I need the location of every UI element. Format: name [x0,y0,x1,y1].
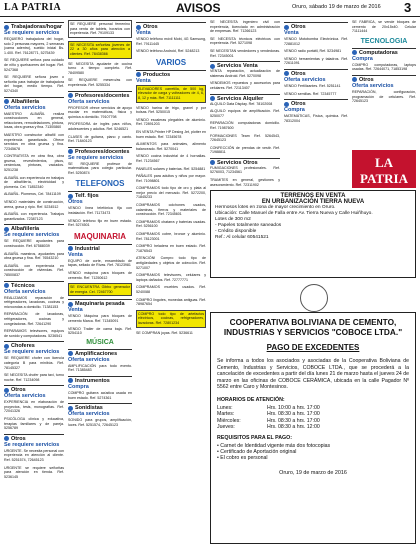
classified-ad: COMPRO heladera en buen estado. Ref. 71876543 [136,244,206,253]
category-header: Otros [284,22,348,30]
bullet-icon [210,96,215,101]
highlighted-ad: COMPRO todo tipo de artefactos eléctricos, cocinas, refrigeradores, lavadoras. Ref. 72801234 [136,310,206,328]
bullet-icon [68,351,73,356]
category-subheader: Se requiere servicios [68,154,124,161]
category-subheader: Oferta servicios [352,82,394,89]
section-heading-telefonos: TELEFONOS [75,179,125,189]
category-header: Instrumentos [68,376,132,384]
requirement-item: • Carnet de Identidad vigente más dos fotocopias [217,442,331,449]
classified-ad: CONTRATISTA en obra fina, obra gruesa, revestimientos, pisos, cerámicas, pinturas, vaciados. 5251238 [4,154,64,173]
terrenos-line: Ref.: Al celular 60541521 [215,235,269,240]
section-title: AVISOS [176,1,221,15]
classified-ad: CONFECCIÓN de prendas de vestir. Ref. 71988811 [210,145,280,155]
bullet-icon [210,64,215,69]
column-3 [136,20,206,544]
classified-ad: SE NECESITA chofer para taxi, turno noche. Ref. 71234098 [4,373,64,382]
classified-ad: FORMACIONES Team Ref. 5264543, 72645123 [210,133,280,143]
bullet-icon [68,93,73,98]
terrenos-line: Ubicación: Calle Manuel de Falla entre Av. Tierra Nueva y Calle Huiñhuyo. [215,211,373,216]
category-header: Trabajadoras/hogar [4,22,64,30]
classified-ad: ALIMENTOS para animales, alimento balanceado. Ref. 5270041 [136,142,206,151]
classified-ad: COMPRO computadoras, laptops usadas. Ref. 72644071, 71853198 [352,62,416,72]
category-header: Computadoras [352,48,416,56]
classified-ad: ALBAÑIL con experiencia. Trabajos garantizados. 72387123 [4,212,64,221]
classified-ad: PROFESORA de inglés para niños, adolescentes y adultos. Ref. 5246521 [68,122,132,131]
terrenos-line: - Papeles totalmente saneados [215,223,282,228]
classified-ad: COMPRO guitarra acústica usada en buen estado. Ref. 5274361 [68,390,132,400]
classified-ad: REPARACIÓN computadoras domicilio. Ref. 71987600 [210,121,280,130]
classified-ad: SE REQUIERE profesor de matemáticas para colegio particular. Ref. 5250874 [68,161,132,175]
bullet-icon [136,25,141,30]
coboce-notice [210,312,416,544]
classified-ad: SE NECESITAN vendedores y vendedoras. Ref. 72345001 [210,48,280,58]
classified-ad: VENDO cocina industrial de 4 hornallas. Ref. 71234567 [136,154,206,163]
classified-ad: VENDO Trailer de cama baja. Ref. 5254110 [68,326,132,336]
category-header: Albañilería [4,224,64,232]
category-header: Otros [136,22,206,30]
bullet-icon [136,72,141,77]
classified-ad: TRAMITES en general, gestiones y asesoramiento. Ref. 72311902 [210,178,280,187]
classified-ad: PANELES solares y baterías. Ref. 5254881 [136,166,206,171]
terrenos-title: TERRENOS EN VENTA [280,193,346,199]
classified-ad: ALBAÑIL. Plomeros, Cel. 78411109 [4,192,61,197]
classified-ad: ATENCIÓN! Compro todo tipo de antigüedades y objetos de colección. Ref. 5271007 [136,256,206,270]
classified-ad: VENDEMOS repuestos y accesorios para celulares. Ref. 72113407 [210,81,280,90]
issue-date: Oruro, sábado 19 de marzo de 2016 [292,4,381,10]
classified-ad: COMPRAMOS televisores, celulares y laptops dañados. Ref. 72777771 [136,273,206,282]
category-header: Otros [4,385,64,393]
newspaper-logo: LA PATRIA [4,2,62,13]
bullet-icon [4,227,9,232]
category-header: Maquinaria pesada [68,299,132,307]
requirement-item: • El cobro es personal [217,455,268,462]
classified-ad: SE NECESITA ayudante de cocina turno a tiempo completo. Ref. 78409580 [68,61,132,75]
classified-ad: URGENTE. Se necesita personal con experiencia en atención al cliente. Ref. 5251574, 72645123 [4,448,64,463]
category-subheader: Oferta servicios [284,76,326,83]
bullet-icon [4,283,9,288]
classified-ad: AMPLIFICACIÓN para todo evento. Ref. 71385483 [68,363,132,373]
classified-ad: VENDO escaleras plegables de aluminio. Ref. 72891203 [136,117,206,127]
classified-ad: SE REQUIERE chofer con licencia categoría B para minibús. Ref. 78145327 [4,356,64,370]
bullet-icon [4,99,9,104]
classified-ad: VENDO teléfono móvil Mobi, 4G Samsung, Ref. 79111445 [136,37,206,46]
classified-ad: ALBAÑIL con experiencia en trabajos de albañilería, electricidad y plomería. Cel. 71852340 [4,175,64,189]
classified-ad: EN VENTA Printer HP Desing Jet, plotter en buen estado. Ref. 72345678 [136,129,206,139]
classified-ad: PROFESOR ofrece servicios de apoyo escolar en matemáticas, física y química a domicilio. 79107798 [68,105,132,119]
bullet-icon [284,102,289,107]
column-4 [210,20,280,208]
category-header: Sonidistas [68,403,132,411]
classified-ad: SE NECESITA ingeniero civil con experiencia, licenciado en administración de empresas. Ref. 71266123 [210,20,280,34]
classified-ad: FUMIGACIONES profesionales. Ref. 5276003, 71234561 [210,165,280,175]
category-subheader: Se requiere servicios [4,232,60,239]
classified-ad: SE REQUIERE ayudantes para construcción. Ref. 67588039 [4,239,64,248]
hours-row: Miércoles: Hrs. 08:30 a hrs. 17:00 [217,417,320,424]
category-header: Profesores/docentes [68,91,132,99]
classified-ad: ALQUILO equipos de amplificación. Ref. 5250077 [210,109,280,118]
terrenos-ad [210,190,416,278]
bullet-icon [4,25,9,30]
classified-ad: COMPRAMOS chatarra y baterías usadas. Ref. 5256100 [136,219,206,229]
classified-ad: COMPRAMOS muebles usados. Ref. 5240088 [136,285,206,294]
category-header: Profesores/docentes [68,147,132,155]
classified-ad: PSICÓLOGA clínica y educativa, terapias familiares y de pareja. 5256789 [4,417,64,431]
classified-ad: COMPRO lingotes, monedas antiguas. Ref. 78987654 [136,297,206,307]
category-subheader: Compra [68,383,89,390]
requirements-title: REQUISITOS PARA EL PAGO: [217,434,293,441]
bullet-icon [68,246,73,251]
terrenos-line: Lotes de 300 m2 [215,217,251,222]
brand-subtitle: Mi periódico, mi orgullo [360,189,408,194]
hours-row: Martes: Hrs. 08:30 a hrs. 17:00 [217,411,320,418]
bullet-icon [4,436,9,441]
hours-row: Jueves: Hrs. 08:30 a hrs. 12:00 [217,424,320,431]
classified-ad: SE REQUIERE mesero/as con experiencia. Ref. 5255334 [68,78,132,87]
bullet-icon [68,302,73,307]
classified-ad: SE COMPRAN joyas. Ref. 5236611 [136,330,193,335]
category-header: Servicios Venta [210,61,280,69]
category-subheader: Oferta servicios [4,288,46,295]
terrenos-subtitle: EN URBANIZACIÓN TIERRA NUEVA [261,199,365,205]
coop-seal-icon [300,284,328,312]
category-header: Albañilería [4,97,64,105]
classified-ad: MAESTRO ALBAÑIL realiza construcciones en general, refacciones, remodelaciones, pintura, losas, obra gruesa y fina. 71300860 [4,111,64,130]
bullet-icon [4,344,9,349]
bullet-icon [284,71,289,76]
bullet-icon [210,160,215,165]
section-heading-maquinaria: MAQUINARIA [74,231,126,241]
classified-ad: VENDO herramientas y taladros. Ref. 72611091 [284,56,348,66]
notice-date: Oruro, 19 de marzo de 2016 [279,469,347,476]
section-heading-tecnologia: TECNOLOGIA [360,37,408,45]
classified-ad: MATEMÁTICAS, Física, química. Ref. 78312004 [284,114,348,123]
classified-ad: VENDO Máquina para bloques de cemento Marca. Ref. 71345091 [68,314,132,323]
category-subheader: Venta [136,30,151,36]
classified-ad: REALIZAMOS reparación de refrigeradores, lavadoras, cocinas y microondas a domicilio. 71381153 [4,295,64,309]
column-1 [4,20,64,544]
classified-ad: REQUIERO trabajadora del hogar, solo 2 personas mayores, 2 semanas (cama adentro), sueldo inicial Bs. 1.400. Ref. 76128771, 5275439 [4,37,64,55]
seal-area [210,282,416,312]
category-subheader: Oferta servicios [4,104,46,111]
classified-ad: VENDO línea telefónica fija con instalación. Ref. 71173473 [68,206,132,216]
classified-ad: VENDO materiales de construcción, arena, grava y ripio. Ref. 5234512 [4,200,64,209]
category-header: Otros [284,69,348,77]
bullet-icon [68,406,73,411]
category-subheader: Oferta servicios [68,98,110,105]
classified-ad: SE FABRICA, se vende bloques de cemento de 20x15x40. Celular 71111444 [352,20,416,34]
category-subheader: Compra [284,107,305,114]
classified-ad: SE REQUIERE personal femenino para venta de tablets, horarios con experiencia. Ref. 79109133 [68,20,132,38]
category-header: Servicios Alquiler [210,94,280,102]
category-subheader: Se requiere servicios [4,30,60,36]
classified-ad: SE REQUIERE señora joven o señorita para trabajar de trabajadora del hogar, medio tiempo. Ref. 5274340 [4,75,64,93]
bullet-icon [284,25,289,30]
category-header: Telf. fijos [68,191,132,199]
category-subheader: Oferta servicios [68,356,110,363]
section-heading-varios: VARIOS [155,57,187,67]
category-subheader: Otros [68,199,83,206]
classified-ad: VENDO harina de trigo, granel y por bolsas. Ref. 5250015 [136,105,206,115]
classified-ad: MAESTRO constructor albañil con experiencia garantizada. Ofrece servicios en obra gruesa y fina. 72345678 [4,132,64,151]
highlighted-ad: ELEVADORES carretilla, de 500 kg, elevador de carga y volteadores de 4, 6, 8, 12 y más. Ref. 71111111 [136,85,206,103]
classified-ad: COMPRAMOS colchones usados, calaminas, fierros y materiales de construcción. Ref. 72345601 [136,203,206,217]
classified-ad: VENDO teléfono fijo en buen estado. Ref. 5274501 [68,218,132,228]
column-2 [68,20,132,544]
classified-ad: VENTA reparación, actualización de sistemas Android. Ref. 5270098 [210,69,280,78]
bullet-icon [352,50,357,55]
classified-ad: CLASES de guitarra, piano y canto. Ref. 71840123 [68,134,132,144]
coop-subtitle: PAGO DE EXCEDENTES [266,343,360,352]
bullet-icon [4,388,9,393]
brand-box [352,150,416,194]
coop-body: Se informa a todos los asociados y asociadas de la Cooperativa Boliviana de Cemento, Industrias y Servicios, COBOCE LTDA., que se procederá a la cancelación de excedentes a partir del día lunes 21 de marzo hasta el jueves 24 de marzo en las oficinas de COBOCE CERÁMICA, ubicada en la calle Pagador Nº 5562 entre Caro y Montesinos. [217,358,409,391]
category-subheader: Oferta servicios [68,411,110,418]
page-header [0,0,420,17]
classified-ad: PAÑALES para adultos y niños por mayor. Ref. 71098801 [136,174,206,183]
bullet-icon [352,77,357,82]
category-header: Otros [4,434,64,442]
classified-ad: REPARAMOS televisores, equipos de sonido y computadoras. 5236541 [4,329,64,338]
classified-ad: VENDO teléfono Android, Ref. 5248213 [136,49,200,54]
terrenos-line: Hermosos lotes en zona de mayor crecimiento en Oruro. [215,205,336,210]
category-subheader: Venta [284,30,299,36]
classified-ad: REPARACIÓN, configuración, programación de celulares. Ref. 72645123 [352,89,416,104]
classified-ad: SE NECESITA técnicos eléctricos con experiencia. Ref. 5271098 [210,36,280,46]
category-subheader: Venta [68,307,83,314]
classified-ad: ALBAÑIL con experiencia en construcción de viviendas. Ref. 78500837 [4,263,64,277]
category-header: Choferes [4,341,64,349]
classified-ad: REPARACIÓN de lavadoras, refrigeradores, cocinas y congeladoras. Ref. 72641290 [4,312,64,326]
terrenos-line: - Crédito disponible [215,229,257,234]
hours-row: Lunes: Hrs. 10:00 a hrs. 17:00 [217,404,320,411]
classified-ad: COMPRAMOS cobre, bronce y aluminio. Ref. 78123001 [136,232,206,241]
category-subheader: Compra [352,55,373,62]
classified-ad: VENDO máquina para bloques de cemento. Ref. 71250612 [68,271,132,280]
page-number: 3 [404,0,412,15]
category-subheader: Se requiere servicios [4,441,60,448]
classified-ad: EQUIPO de corte, ensamblado de tapas, sellado de Rívas. Ref. 78123981 [68,258,132,268]
classified-ad: URGENTE se requiere señoritas para atención en tienda. Ref. 5236145 [4,465,64,479]
category-header: Otros [352,75,416,83]
classified-ad: SONIDO para grupos, amplificación, luces. Ref. 5251574, 72645123 [68,418,132,427]
bullet-icon [68,149,73,154]
classified-ad: VENDO semillas. Ref. 72345777 [284,91,337,96]
brand-title: LA PATRIA [360,155,408,186]
classified-ad: ALQUILO Data Display. Ref. 78102008 [210,101,273,106]
requirement-item: • Certificado de Aportación original [217,449,297,455]
category-header: Amplificaciones [68,349,132,357]
hours-title: HORARIOS DE ATENCIÓN: [217,396,285,403]
classified-ad: SE REQUIERE señora para cuidado de niño y quehaceres del hogar. Ref. 5247368 [4,58,64,72]
category-header: Servicios Otros [210,158,280,166]
classified-ad: ALBAÑIL maestros, ayudantes para obra gruesa y fina. Ref. 76543210 [4,251,64,261]
column-5 [284,20,348,208]
highlighted-ad: SE NECESITA señoritas jóvenes de 22 a 30 años para atención a clientes. Ref. 78438366 [68,41,132,59]
category-subheader: Oferta servicios [4,393,46,400]
section-heading-musica: MÚSICA [86,338,114,346]
bullet-icon [68,194,73,199]
classified-ad: VENDO Fertilizantes. Ref. 5251141 [284,83,341,88]
highlighted-ad: SE ENCUENTRA Gibbo generador de energía. Cel. 72467700 [68,283,132,296]
category-header: Productos [136,70,206,78]
coop-title: COOPERATIVA BOLIVIANA DE CEMENTO, INDUSTRIAS Y SERVICIOS "COBOCE LTDA." [223,317,403,337]
classified-ad: VENDO radio portátil, Ref. 5234981 [284,49,342,54]
category-header: Técnicos [4,281,64,289]
classified-ad: EXPERIENCIA en elaboración de proyectos, tesis, monografías. Ref. 72041326 [4,400,64,414]
bullet-icon [68,378,73,383]
classified-ad: COMPRAMOS todo tipo de oro y plata al mejor precio del mercado. Ref. 5272200, 71845233 [136,186,206,200]
category-subheader: Se requiere servicios [4,349,60,356]
category-subheader: Venta [68,251,83,258]
category-header: Industrial [68,244,132,252]
category-subheader: Venta [136,77,151,84]
category-header: Otros [284,99,348,107]
classified-ad: VENDO Motobomba Electrónica. Ref. 72881012 [284,37,348,46]
